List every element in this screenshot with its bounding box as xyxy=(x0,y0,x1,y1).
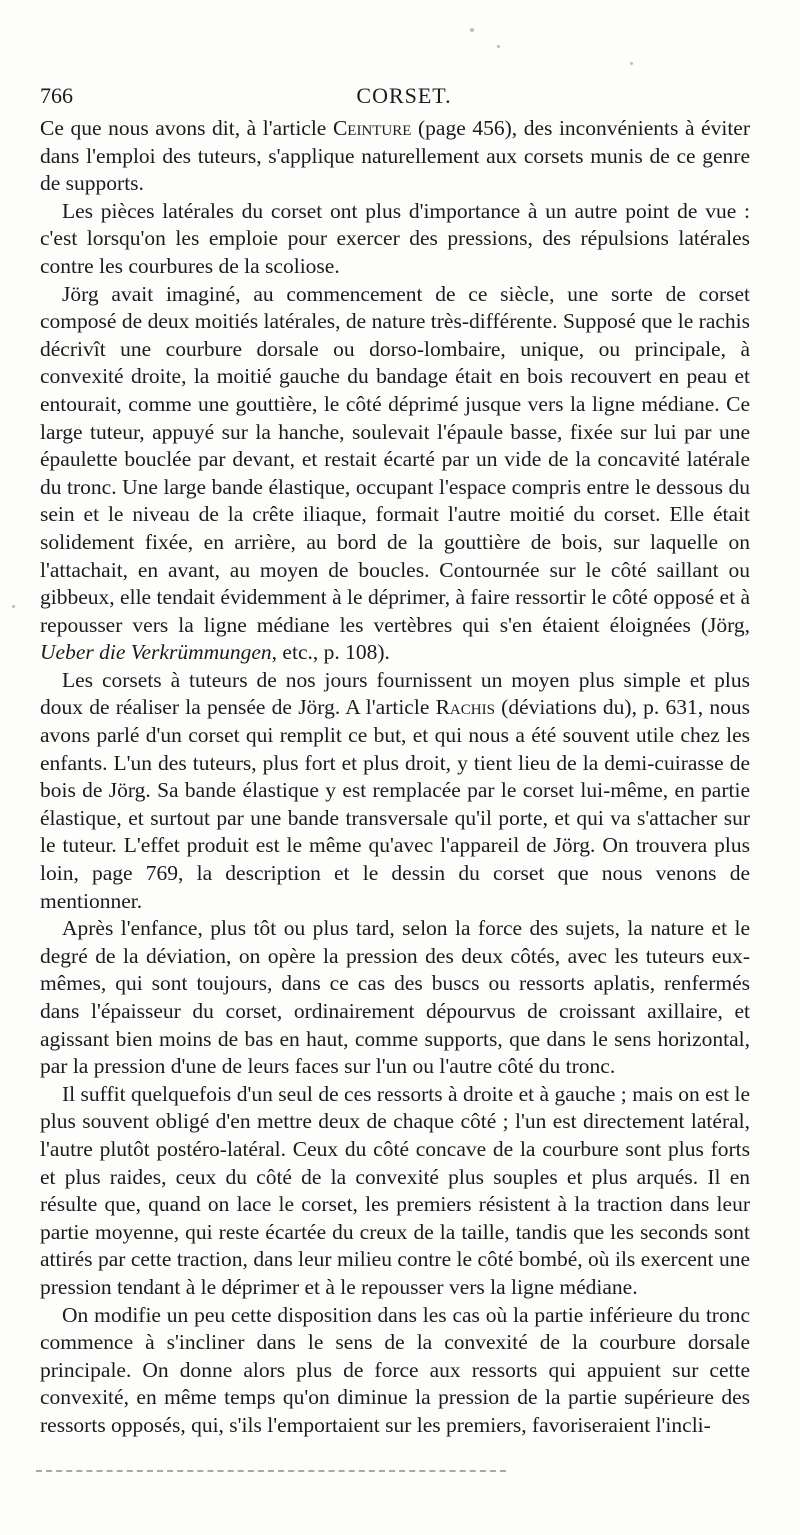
text-run: (page 456), des inconvénients à éviter dans l'emploi des tuteurs, s'applique naturellement aux corsets munis de ce genre de supports. xyxy=(40,116,751,196)
paragraph xyxy=(40,667,750,915)
book-title: Ueber die Verkrümmungen xyxy=(40,640,272,665)
running-head xyxy=(40,80,768,112)
footer-rule xyxy=(36,1470,506,1472)
paragraph: On modifie un peu cette disposition dans les cas où la partie inférieure du tronc commence à s'incliner dans le sens de la convexité de la courbure dorsale principale. On donne alors plus de force aux ressorts qui appuient sur cette convexité, en même temps qu'on diminue la pression de la partie supérieure des ressorts opposés, qui, s'ils l'emportaient sur les premiers, favoriseraient l'incli- xyxy=(40,1302,750,1437)
body-text xyxy=(40,115,750,1440)
paragraph xyxy=(40,281,750,667)
page-number: 766 xyxy=(40,83,73,108)
scan-speckle xyxy=(12,605,15,608)
running-title: CORSET. xyxy=(356,83,452,108)
text-run: , etc., p. 108). xyxy=(271,640,390,665)
scan-speckle xyxy=(497,45,500,48)
text-run: Jörg avait imaginé, au commencement de ce siècle, une sorte de corset composé de deux moitiés latérales, de nature très-différente. Supposé que le rachis décrivît une courbure dorsale ou dorso-lombaire, unique, ou principale, à convexité droite, la moitié gauche du bandage était en bois recouvert en peau et entourait, comme une gouttière, le côté déprimé jusque vers la ligne médiane. Ce large tuteur, appuyé sur la hanche, soulevait l'épaule basse, fixée sur lui par une épaulette bouclée par devant, et restait écarté par un vide de la concavité latérale du tronc. Une large bande élastique, occupant l'espace compris entre le dessous du sein et le niveau de la crête iliaque, formait l'autre moitié du corset. Elle était solidement fixée, en arrière, au bord de la gouttière de bois, sur laquelle on l'attachait, en avant, au moyen de boucles. Contournée sur le côté saillant ou gibbeux, elle tendait évidemment à le déprimer, à faire ressortir le côté opposé et à repousser vers la ligne médiane les vertèbres qui s'en étaient éloignées (Jörg, xyxy=(40,281,750,637)
paragraph: Les pièces latérales du corset ont plus d'importance à un autre point de vue : c'est lorsqu'on les emploie pour exercer des pressions, des répulsions latérales contre les courbures de la scoliose. xyxy=(40,198,750,278)
article-reference: Ceinture xyxy=(332,116,412,140)
text-run: Les corsets à tuteurs de nos jours fournissent un moyen plus simple et plus doux de réaliser la pensée de Jörg. A l'article xyxy=(40,667,750,720)
text-run: (déviations du), p. 631, nous avons parlé d'un corset qui remplit ce but, et qui nous a été souvent utile chez les enfants. L'un des tuteurs, plus fort et plus droit, y tient lieu de la demi-cuirasse de bois de Jörg. Sa bande élastique y est remplacée par le corset lui-même, en partie élastique, et surtout par une bande transversale qu'il porte, et qui va s'attacher sur le tuteur. L'effet produit est le même qu'avec l'appareil de Jörg. On trouvera plus loin, page 769, la description et le dessin du corset que nous venons de mentionner. xyxy=(40,695,750,913)
scan-speckle xyxy=(630,62,633,65)
paragraph: Après l'enfance, plus tôt ou plus tard, selon la force des sujets, la nature et le degré de la déviation, on opère la pression des deux côtés, avec les tuteurs eux-mêmes, qui sont toujours, dans ce cas des buscs ou ressorts aplatis, renfermés dans l'épaisseur du corset, ordinairement dépourvus de croissant axillaire, et agissant bien moins de bas en haut, comme supports, que dans le sens horizontal, par la pression d'une de leurs faces sur l'un ou l'autre côté du tronc. xyxy=(40,916,750,1079)
text-run: Ce que nous avons dit, à l'article xyxy=(40,116,333,140)
scan-speckle xyxy=(470,28,474,32)
paragraph xyxy=(40,115,750,198)
paragraph: Il suffit quelquefois d'un seul de ces ressorts à droite et à gauche ; mais on est le plus souvent obligé d'en mettre deux de chaque côté ; l'un est directement latéral, l'autre plutôt postéro-latéral. Ceux du côté concave de la courbure sont plus forts et plus raides, ceux du côté de la convexité plus souples et plus arqués. Il en résulte que, quand on lace le corset, les premiers résistent à la traction dans leur partie moyenne, qui reste écartée du creux de la taille, tandis que les seconds sont attirés par cette traction, dans leur milieu contre le côté bombé, où ils exercent une pression tendant à le déprimer et à le repousser vers la ligne médiane. xyxy=(40,1081,750,1299)
article-reference: Rachis xyxy=(435,695,495,720)
